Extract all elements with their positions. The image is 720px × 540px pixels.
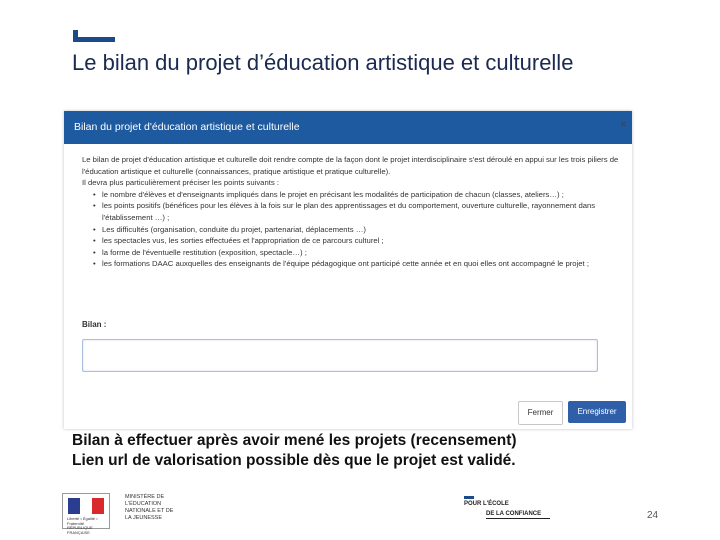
marianne-flag-icon [62,493,110,535]
confiance-mark-icon [464,496,474,499]
modal-header [64,111,632,144]
bilan-input[interactable] [82,339,598,372]
modal-body [82,154,622,270]
page-number: 24 [647,510,659,521]
note-line-2: Lien url de valorisation possible dès que le projet est validé. [72,452,516,469]
list-item: • les spectacles vus, les sorties effectuées et l'appropriation de ce parcours culturel ; [102,235,622,247]
flag-caption: Liberté • Égalité • Fraternité RÉPUBLIQUE FRANÇAISE [67,516,98,535]
list-item: • la forme de l'éventuelle restitution (exposition, spectacle…) ; [102,247,622,259]
bilan-modal [64,111,632,429]
republique-francaise-logo [62,493,179,535]
flag-red-stripe [92,498,104,514]
school-line-1: POUR L'ÉCOLE [464,501,509,507]
slide-title: Le bilan du projet d’éducation artistique et culturelle [72,50,574,75]
close-icon[interactable]: × [619,117,627,131]
bilan-label: Bilan : [82,320,107,329]
list-item: • le nombre d'élèves et d'enseignants impliqués dans le projet en précisant les modalités de participation de chacun (classes, ateliers…) ; [102,189,622,201]
ministry-name: MINISTÈRE DE L'ÉDUCATION NATIONALE ET DE LA JEUNESSE [125,494,174,521]
note-line-1: Bilan à effectuer après avoir mené les projets (recensement) [72,432,517,449]
save-button[interactable]: Enregistrer [568,401,626,423]
ecole-confiance-logo [464,496,550,522]
school-line-2: DE LA CONFIANCE [486,511,542,517]
flag-blue-stripe [68,498,80,514]
accent-bar-horizontal [73,37,115,42]
intro-subtext: Il devra plus particulièrement préciser les points suivants : [82,178,279,188]
slide-notes [72,431,517,471]
intro-text: Le bilan de projet d'éducation artistique et culturelle doit rendre compte de la façon dont le projet interdisciplinaire s'est déroulé en appui sur les trois piliers de l'éducation artistique et culturelle (connaissances, pratique artistique et pratique culturelle). [82,155,619,176]
logo-underline [486,518,550,519]
list-item: • Les difficultés (organisation, conduite du projet, partenariat, déplacements …) [102,224,622,236]
list-item: • les formations DAAC auxquelles des enseignants de l'équipe pédagogique ont participé cette année et en quoi elles ont accompagné le projet ; [102,258,622,270]
title-accent-bar [73,34,115,42]
list-item: • les points positifs (bénéfices pour les élèves à la fois sur le plan des apprentissages et du comportement, ouverture culturelle, rayonnement dans l'établissement …) ; [102,200,622,223]
points-list [82,189,622,270]
flag-white-stripe [80,498,92,514]
close-button[interactable]: Fermer [518,401,563,425]
modal-title: Bilan du projet d'éducation artistique et culturelle [74,121,300,133]
